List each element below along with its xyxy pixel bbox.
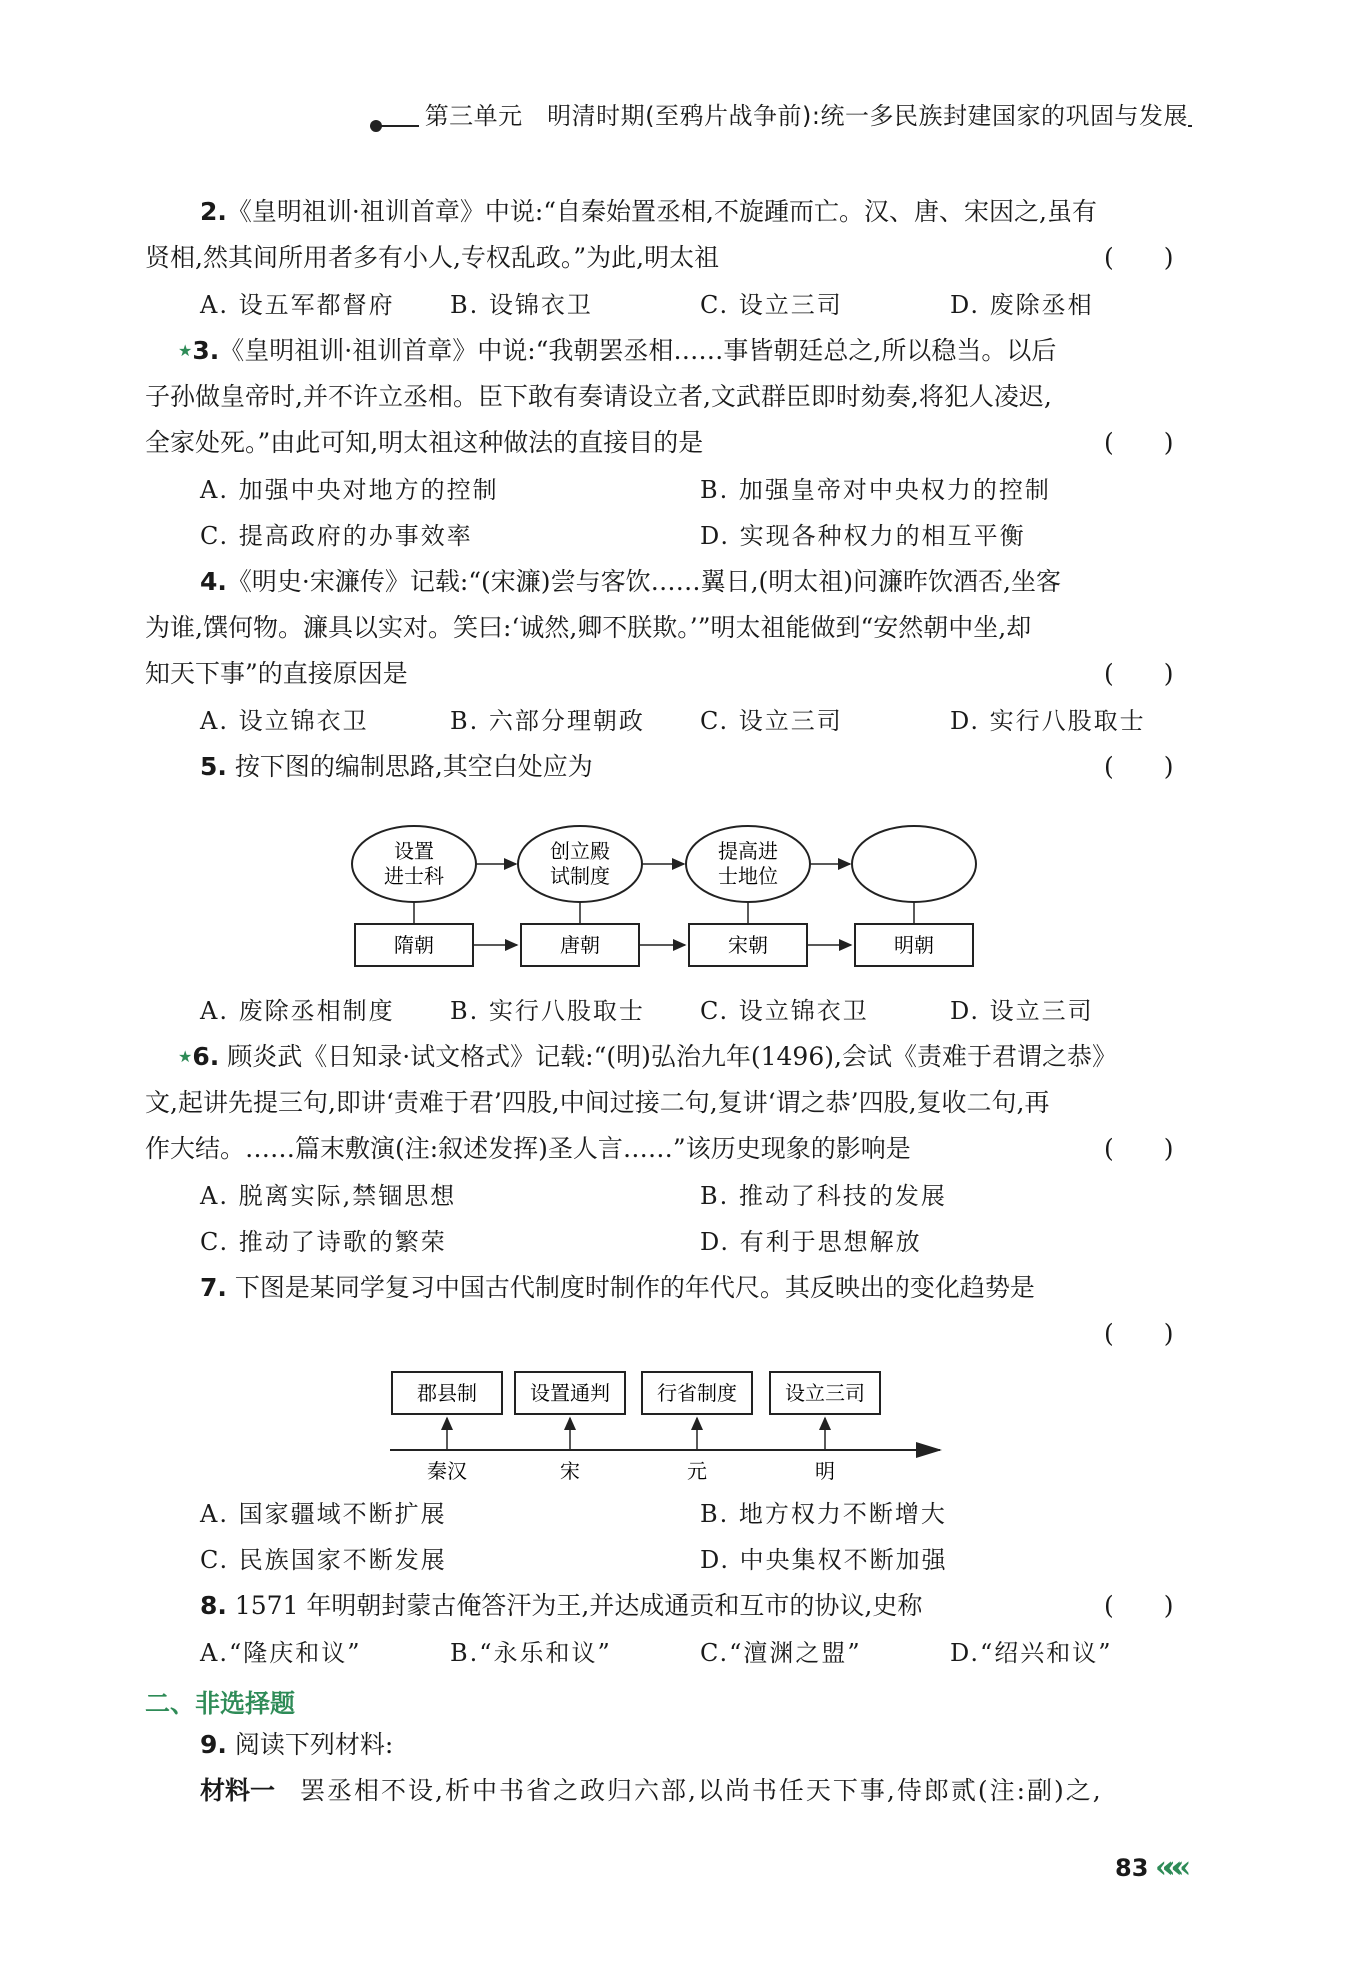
q4-option-a: A. 设立锦衣卫	[200, 707, 369, 735]
chevron-left-icon: «««	[1155, 1850, 1182, 1885]
q4-line3: 知天下事”的直接原因是	[145, 659, 408, 688]
header-title: 第三单元 明清时期(至鸦片战争前):统一多民族封建国家的巩固与发展	[419, 96, 1188, 131]
q9-material	[200, 1774, 1103, 1808]
q6-option-b: B. 推动了科技的发展	[700, 1182, 947, 1210]
q8-option-b: B.“永乐和议”	[450, 1639, 612, 1667]
q4-number: 4.	[200, 567, 227, 596]
q9-number: 9.	[200, 1730, 227, 1759]
timeline-box-label: 行省制度	[657, 1381, 737, 1405]
q2-answer-paren: ( )	[1104, 243, 1174, 272]
q4-answer-paren: ( )	[1104, 659, 1174, 688]
q6-answer-paren: ( )	[1104, 1134, 1174, 1163]
q6-option-a: A. 脱离实际,禁锢思想	[200, 1182, 457, 1210]
ellipse-text: 设置	[394, 839, 434, 863]
q5-option-d: D. 设立三司	[950, 997, 1094, 1025]
q3-line1: ★3.《皇明祖训·祖训首章》中说:“我朝罢丞相……事皆朝廷总之,所以稳当。以后	[178, 336, 1057, 365]
ellipse-text: 创立殿	[550, 839, 610, 863]
q7-option-b: B. 地方权力不断增大	[700, 1500, 947, 1528]
timeline-box-label: 设置通判	[530, 1381, 610, 1405]
q4-option-d: D. 实行八股取士	[950, 707, 1146, 735]
ellipse-text: 试制度	[550, 864, 610, 888]
q5-answer-paren: ( )	[1104, 752, 1174, 781]
q3-option-b: B. 加强皇帝对中央权力的控制	[700, 476, 1051, 504]
q6-option-c: C. 推动了诗歌的繁荣	[200, 1228, 447, 1256]
q7-answer-paren: ( )	[1104, 1319, 1174, 1348]
q6-line1: ★6. 顾炎武《日知录·试文格式》记载:“(明)弘治九年(1496),会试《责难于君谓之恭》	[178, 1042, 1117, 1071]
running-header	[370, 98, 1192, 138]
q2-line2: 贤相,然其间所用者多有小人,专权乱政。”为此,明太祖	[145, 243, 720, 272]
q2-number: 2.	[200, 197, 227, 226]
q7-option-c: C. 民族国家不断发展	[200, 1546, 447, 1574]
q2-line1: 2.《皇明祖训·祖训首章》中说:“自秦始置丞相,不旋踵而亡。汉、唐、宋因之,虽有	[200, 197, 1097, 226]
q6-option-d: D. 有利于思想解放	[700, 1228, 922, 1256]
ellipse-blank	[852, 826, 976, 902]
q4-line1: 4.《明史·宋濂传》记载:“(宋濂)尝与客饮……翼日,(明太祖)问濂昨饮酒否,坐客	[200, 567, 1061, 596]
q8-option-a: A.“隆庆和议”	[200, 1639, 362, 1667]
q7-line1: 7. 下图是某同学复习中国古代制度时制作的年代尺。其反映出的变化趋势是	[200, 1273, 1035, 1302]
timeline-box-label: 设立三司	[785, 1381, 865, 1405]
q3-line2: 子孙做皇帝时,并不许立丞相。臣下敢有奏请设立者,文武群臣即时劾奏,将犯人凌迟,	[145, 382, 1052, 411]
timeline-tick-label: 宋	[560, 1459, 580, 1483]
ellipse-text: 进士科	[384, 864, 444, 888]
q9-line1: 9. 阅读下列材料:	[200, 1730, 394, 1759]
q5-number: 5.	[200, 752, 227, 781]
q8-answer-paren: ( )	[1104, 1591, 1174, 1620]
star-icon: ★	[178, 341, 193, 360]
box-label: 唐朝	[560, 933, 600, 957]
q4-option-b: B. 六部分理朝政	[450, 707, 645, 735]
q4-line2: 为谁,馔何物。濂具以实对。笑曰:‘诚然,卿不朕欺。’”明太祖能做到“安然朝中坐,却	[145, 613, 1032, 642]
header-bullet	[370, 120, 382, 132]
q8-option-c: C.“澶渊之盟”	[700, 1639, 862, 1667]
q3-line3: 全家处死。”由此可知,明太祖这种做法的直接目的是	[145, 428, 704, 457]
q5-option-b: B. 实行八股取士	[450, 997, 645, 1025]
q3-option-a: A. 加强中央对地方的控制	[200, 476, 499, 504]
box-label: 宋朝	[728, 933, 768, 957]
q3-option-c: C. 提高政府的办事效率	[200, 522, 473, 550]
q7-number: 7.	[200, 1273, 227, 1302]
q3-answer-paren: ( )	[1104, 428, 1174, 457]
q5-option-c: C. 设立锦衣卫	[700, 997, 869, 1025]
timeline-tick-label: 明	[815, 1459, 835, 1483]
q8-option-d: D.“绍兴和议”	[950, 1639, 1113, 1667]
q2-option-a: A. 设五军都督府	[200, 291, 395, 319]
ellipse-text: 士地位	[718, 864, 778, 888]
q5-option-a: A. 废除丞相制度	[200, 997, 395, 1025]
timeline-tick-label: 秦汉	[427, 1459, 467, 1483]
q7-option-a: A. 国家疆域不断扩展	[200, 1500, 447, 1528]
box-label: 明朝	[894, 933, 934, 957]
material-label: 材料一	[200, 1776, 276, 1805]
ellipse-text: 提高进	[718, 839, 778, 863]
q7-option-d: D. 中央集权不断加强	[700, 1546, 948, 1574]
material-text: 罢丞相不设,析中书省之政归六部,以尚书任天下事,侍郎贰(注:副)之,	[300, 1776, 1103, 1805]
q6-number: 6.	[192, 1042, 220, 1071]
q5-diagram	[340, 820, 1000, 980]
q2-option-c: C. 设立三司	[700, 291, 843, 319]
page-number: 83	[1115, 1854, 1149, 1882]
q8-number: 8.	[200, 1591, 227, 1620]
q4-option-c: C. 设立三司	[700, 707, 843, 735]
q7-timeline	[380, 1368, 960, 1493]
q2-option-b: B. 设锦衣卫	[450, 291, 593, 319]
q5-line1: 5. 按下图的编制思路,其空白处应为	[200, 752, 593, 781]
q6-line3: 作大结。……篇末敷演(注:叙述发挥)圣人言……”该历史现象的影响是	[145, 1134, 911, 1163]
q3-number: 3.	[192, 336, 220, 365]
star-icon: ★	[178, 1047, 193, 1066]
q2-option-d: D. 废除丞相	[950, 291, 1094, 319]
timeline-box-label: 郡县制	[417, 1381, 477, 1405]
q6-line2: 文,起讲先提三句,即讲‘责难于君’四股,中间过接二句,复讲‘谓之恭’四股,复收二句,再	[145, 1088, 1050, 1117]
q3-option-d: D. 实现各种权力的相互平衡	[700, 522, 1026, 550]
q8-line1: 8. 1571 年明朝封蒙古俺答汗为王,并达成通贡和互市的协议,史称	[200, 1591, 923, 1620]
box-label: 隋朝	[394, 933, 434, 957]
timeline-tick-label: 元	[687, 1459, 707, 1483]
section-title: 二、非选择题	[145, 1689, 296, 1718]
